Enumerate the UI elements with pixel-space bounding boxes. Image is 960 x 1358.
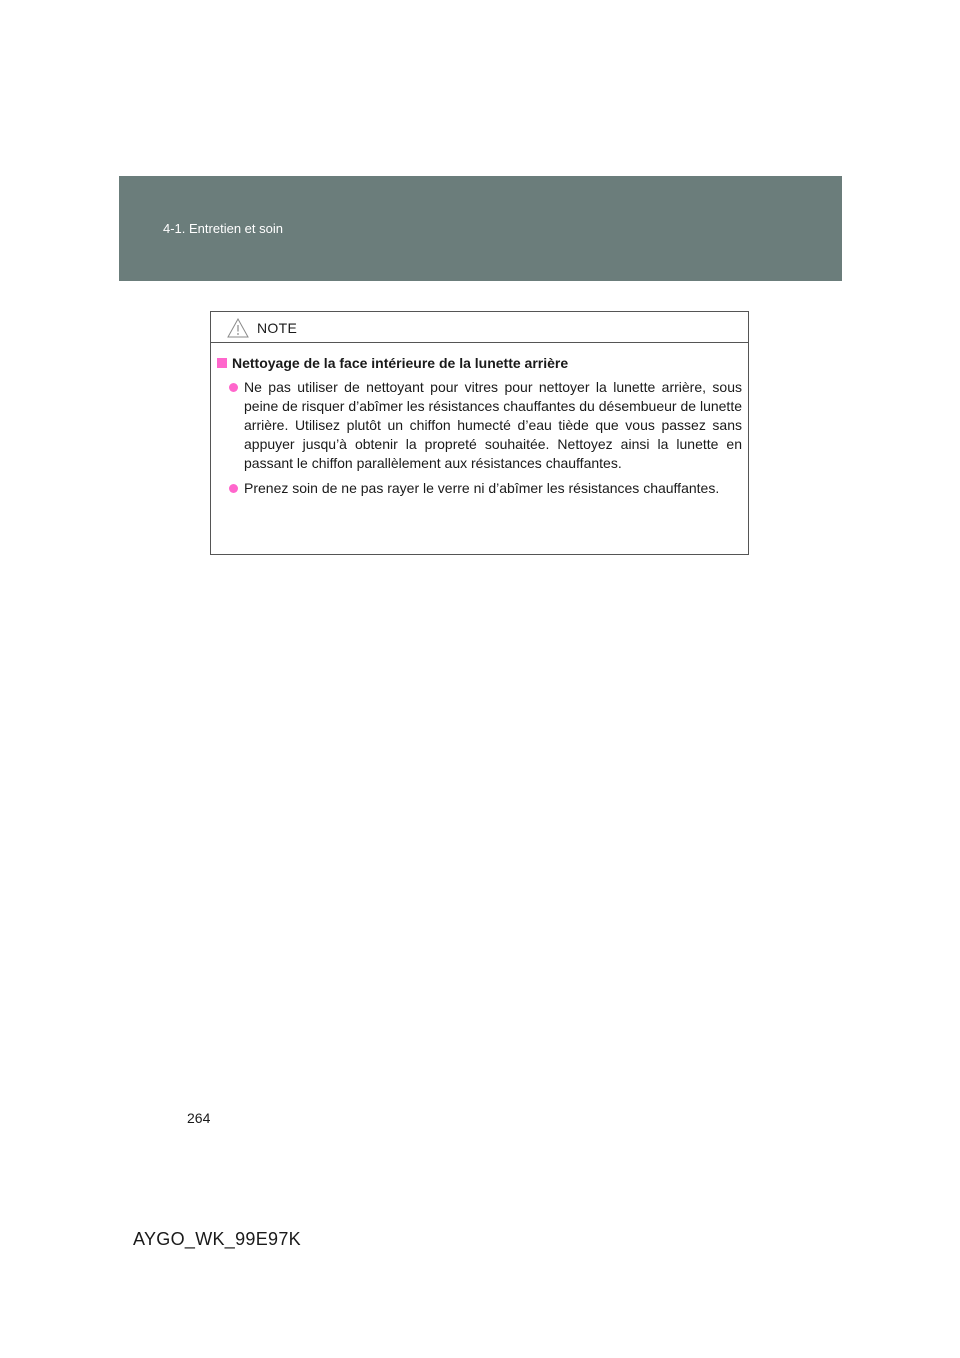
note-header [211, 312, 748, 343]
list-item [229, 479, 742, 498]
warning-triangle-icon [227, 318, 249, 338]
note-body [211, 343, 748, 498]
section-title: 4-1. Entretien et soin [163, 221, 283, 236]
list-item-text: Ne pas utiliser de nettoyant pour vitres pour nettoyer la lunette arrière, sous peine de risquer d’abîmer les résistances chauffantes du désembueur de lunette arrière. Utilisez plutôt un chiffon humecté d’eau tiède que vous passez sans appuyer jusqu’à obtenir la propreté souhaitée. Nettoyez ainsi la lunette en passant le chiffon parallèlement aux résistances chauffantes. [244, 379, 742, 471]
note-heading [217, 355, 742, 371]
note-label: NOTE [257, 320, 298, 336]
note-heading-text: Nettoyage de la face intérieure de la lunette arrière [232, 355, 569, 371]
header-band [119, 176, 842, 281]
note-box [210, 311, 749, 555]
list-item [229, 378, 742, 473]
page-number: 264 [187, 1110, 211, 1126]
document-code: AYGO_WK_99E97K [133, 1229, 301, 1249]
dot-bullet-icon [229, 484, 238, 493]
list-item-text: Prenez soin de ne pas rayer le verre ni d’abîmer les résistances chauffantes. [244, 480, 720, 496]
dot-bullet-icon [229, 383, 238, 392]
square-bullet-icon [217, 358, 227, 368]
